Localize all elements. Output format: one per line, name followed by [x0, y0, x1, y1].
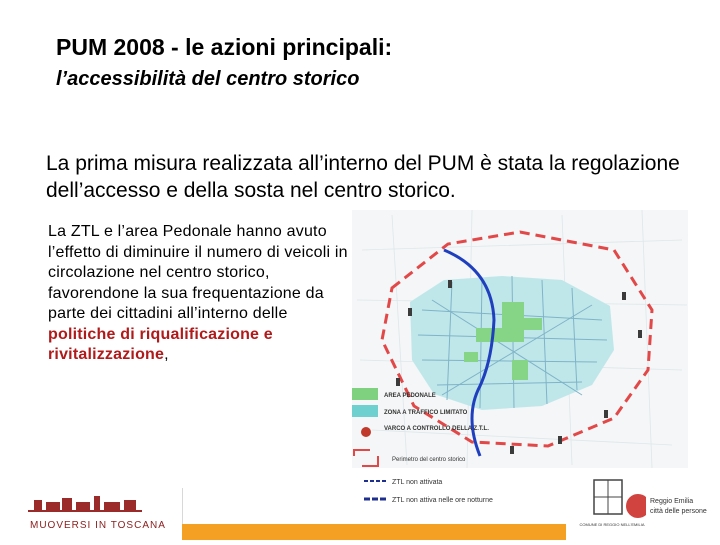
- legend-swatch-pedestrian: [352, 388, 378, 400]
- legend-swatch-gate: [361, 427, 371, 437]
- body-paragraph: [48, 222, 358, 366]
- right-logo-text-1: Reggio Emilia: [650, 498, 694, 505]
- body-text-part: La ZTL e l’area Pedonale hanno avuto l’effetto di diminuire il numero di veicoli in circolazione nel centro storico, favorendone la sua frequentazione da parte dei cittadini all’interno delle: [48, 223, 348, 322]
- reggio-emilia-logo: [566, 476, 720, 540]
- left-logo-text: MUOVERSI IN TOSCANA: [30, 520, 166, 531]
- slide-subtitle: l’accessibilità del centro storico: [56, 68, 360, 90]
- body-text-end: ,: [164, 346, 169, 363]
- highlighted-policy-text: politiche di riqualificazione e rivitalizzazione: [48, 325, 273, 363]
- legend-label-pedestrian: AREA PEDONALE: [384, 393, 436, 399]
- legend-label-ztl: ZONA A TRAFFICO LIMITATO: [384, 410, 468, 416]
- city-crest-icon: [566, 476, 646, 540]
- tuscany-skyline-icon: [0, 488, 182, 518]
- footer-orange-bar: [182, 524, 566, 540]
- legend-label-perimeter: Perimetro del centro storico: [392, 457, 466, 463]
- historic-center-map: [352, 210, 688, 468]
- legend-swatch-ztl: [352, 405, 378, 417]
- map-legend-lines: [352, 468, 522, 524]
- muoversi-in-toscana-logo: [0, 488, 183, 540]
- crest-caption: COMUNE DI REGGIO NELL'EMILIA: [579, 522, 645, 527]
- intro-paragraph: La prima misura realizzata all’interno del PUM è stata la regolazione dell’accesso e della sosta nel centro storico.: [46, 152, 680, 202]
- legend-label-ztl-inactive: ZTL non attivata: [392, 479, 443, 486]
- legend-label-gate: VARCO A CONTROLLO DELLA Z.T.L.: [384, 426, 489, 432]
- slide-title: PUM 2008 - le azioni principali:: [56, 34, 393, 60]
- legend-label-ztl-night: ZTL non attiva nelle ore notturne: [392, 497, 493, 504]
- right-logo-text-2: città delle persone: [650, 508, 707, 515]
